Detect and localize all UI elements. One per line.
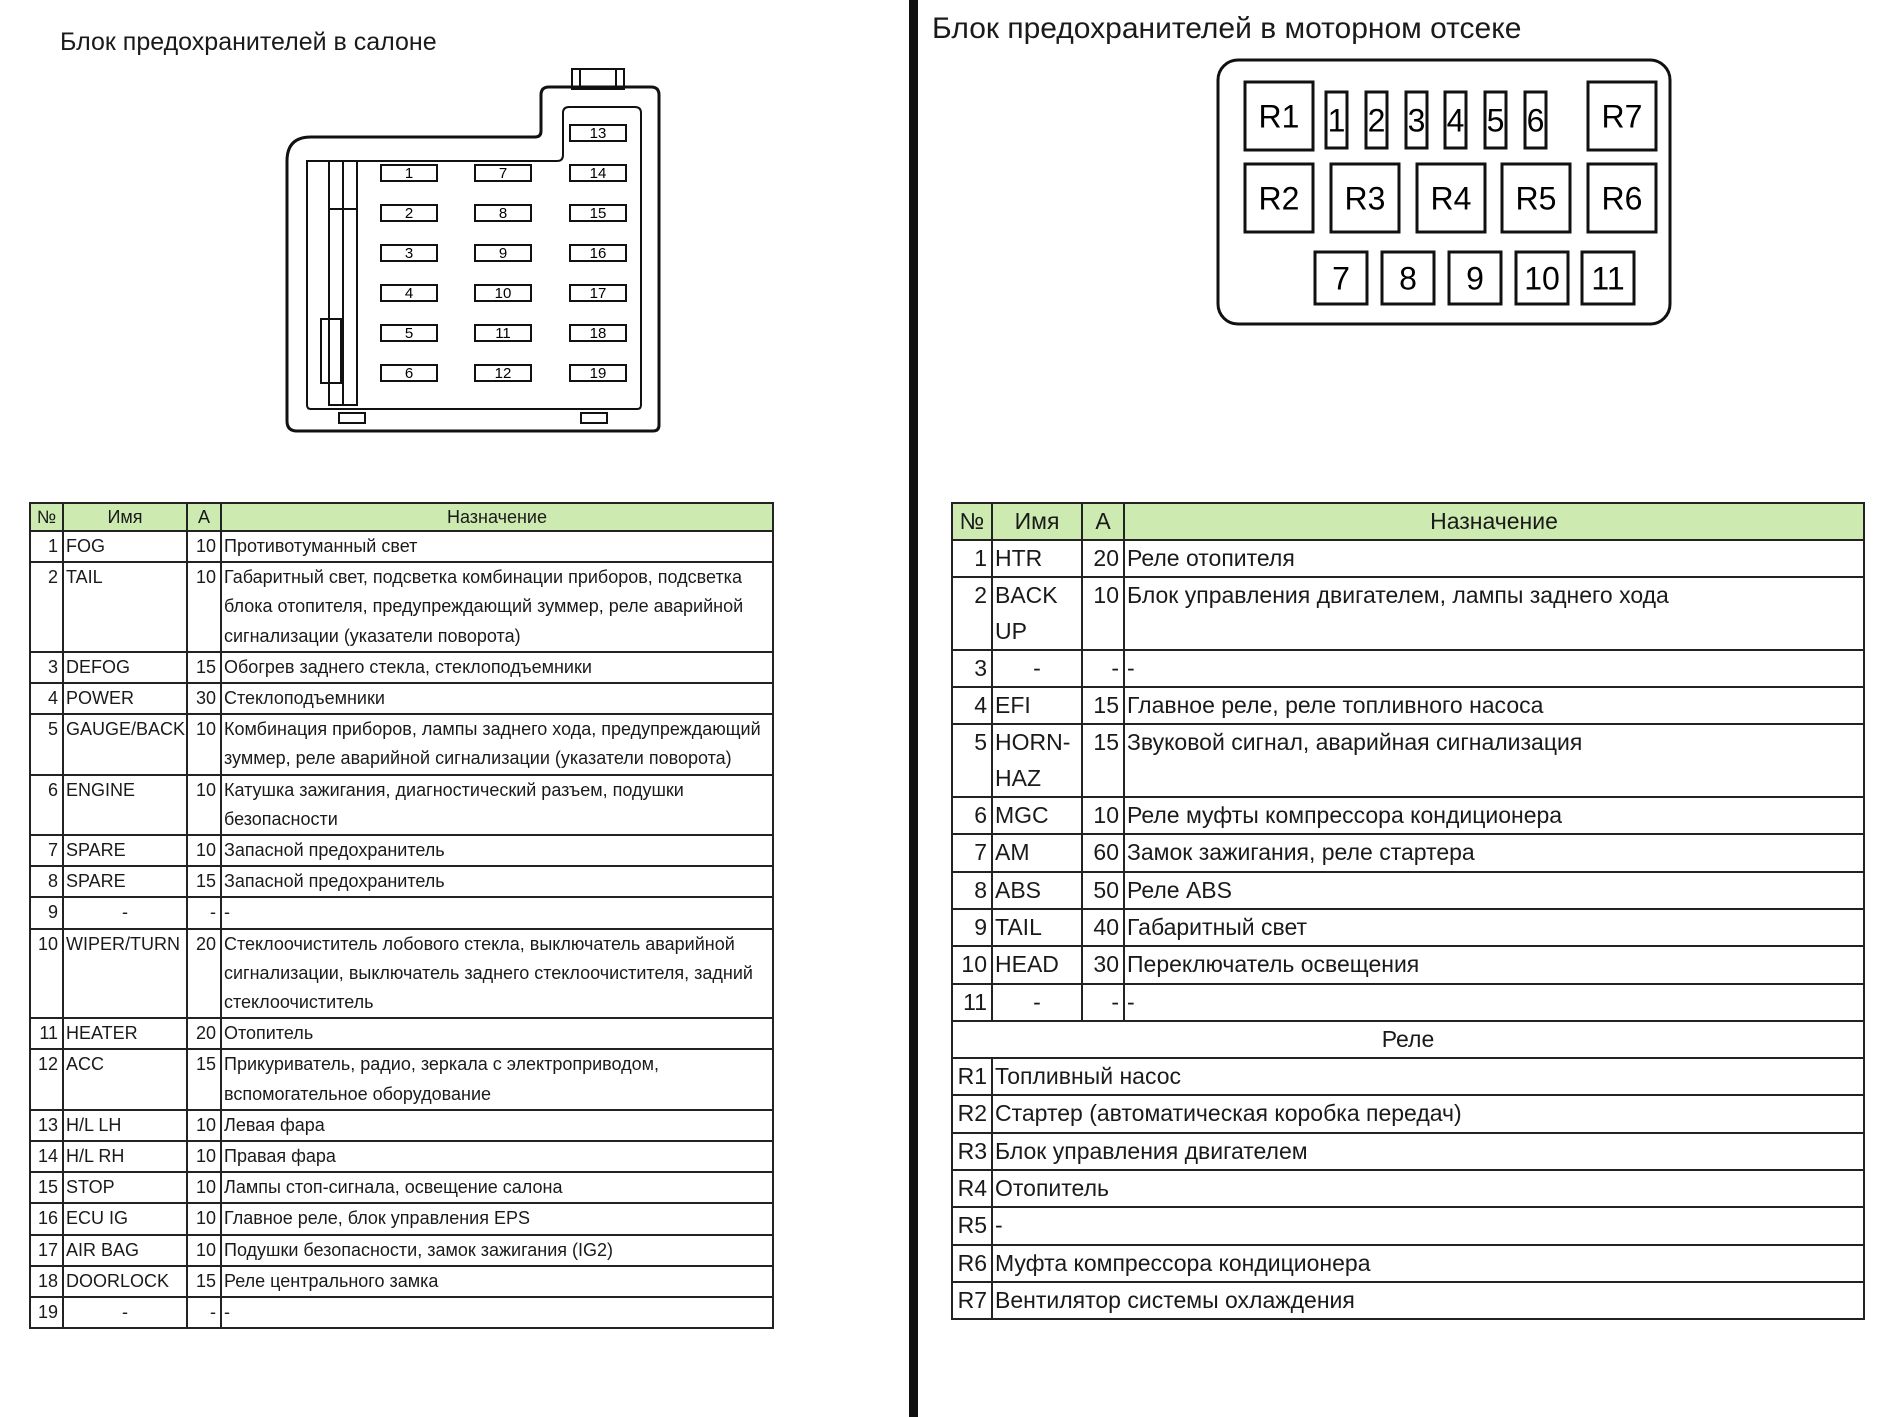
header-purpose: Назначение [1124, 503, 1864, 540]
fuse-name: - [63, 1297, 187, 1328]
fuse-number: 4 [952, 687, 992, 724]
relay-number: R3 [952, 1133, 992, 1170]
fuse-amps: - [187, 897, 221, 928]
fuse-purpose: Габаритный свет, подсветка комбинации приборов, подсветка блока отопителя, предупреждающий зуммер, реле аварийной сигнализации (указатели поворота) [221, 562, 773, 652]
fuse-name: TAIL [63, 562, 187, 652]
table-row [952, 909, 1864, 946]
table-row [952, 650, 1864, 687]
fuse-amps: 10 [1082, 797, 1124, 834]
fuse-purpose: Стеклоподъемники [221, 683, 773, 714]
fuse-number: 3 [30, 652, 63, 683]
fuse-amps: 10 [187, 1110, 221, 1141]
engine-relay-slot: R5 [1515, 180, 1557, 217]
fuse-purpose: - [1124, 650, 1864, 687]
fuse-purpose: Переключатель освещения [1124, 946, 1864, 983]
table-row [952, 724, 1864, 797]
table-row [30, 1297, 773, 1328]
relay-purpose: Отопитель [992, 1170, 1864, 1207]
engine-fuse-slot: 7 [1332, 260, 1350, 297]
engine-relay-slot: R1 [1258, 98, 1300, 135]
table-row [30, 1203, 773, 1234]
cabin-fuse-slot: 1 [404, 165, 414, 182]
fuse-number: 7 [952, 834, 992, 871]
engine-fuse-slot: 2 [1367, 102, 1386, 139]
relay-number: R4 [952, 1170, 992, 1207]
fuse-name: SPARE [63, 866, 187, 897]
fuse-purpose: Звуковой сигнал, аварийная сигнализация [1124, 724, 1864, 797]
fuse-amps: 15 [187, 1266, 221, 1297]
table-row [30, 1141, 773, 1172]
cabin-fuse-slot: 19 [589, 365, 607, 382]
fuse-amps: 15 [187, 1049, 221, 1109]
table-row [30, 531, 773, 562]
fuse-name: ENGINE [63, 775, 187, 835]
relay-purpose: Стартер (автоматическая коробка передач) [992, 1095, 1864, 1132]
fuse-amps: 15 [1082, 724, 1124, 797]
table-row [952, 946, 1864, 983]
fuse-name: WIPER/TURN [63, 929, 187, 1019]
fuse-number: 13 [30, 1110, 63, 1141]
fuse-name: H/L RH [63, 1141, 187, 1172]
engine-relay-slot: R4 [1430, 180, 1472, 217]
fuse-number: 5 [30, 714, 63, 774]
fuse-purpose: Стеклоочиститель лобового стекла, выключатель аварийной сигнализации, выключатель заднего стеклоочистителя, задний стеклоочиститель [221, 929, 773, 1019]
cabin-fuse-slot: 9 [498, 245, 508, 262]
fuse-amps: 40 [1082, 909, 1124, 946]
engine-fuse-slot: 9 [1466, 260, 1484, 297]
header-amps: А [187, 503, 221, 531]
relay-row [952, 1207, 1864, 1244]
header-purpose: Назначение [221, 503, 773, 531]
fuse-purpose: Комбинация приборов, лампы заднего хода, предупреждающий зуммер, реле аварийной сигнализации (указатели поворота) [221, 714, 773, 774]
relay-row [952, 1282, 1864, 1319]
fuse-purpose: Габаритный свет [1124, 909, 1864, 946]
fuse-number: 10 [952, 946, 992, 983]
table-header-row [952, 503, 1864, 540]
relay-number: R7 [952, 1282, 992, 1319]
fuse-purpose: Реле центрального замка [221, 1266, 773, 1297]
engine-fuse-slot: 6 [1526, 102, 1545, 139]
fuse-name: AM [992, 834, 1082, 871]
table-row [30, 1018, 773, 1049]
relay-purpose: Вентилятор системы охлаждения [992, 1282, 1864, 1319]
table-row [30, 1172, 773, 1203]
engine-relay-slot: R2 [1258, 180, 1300, 217]
engine-relay-slot: R7 [1601, 98, 1643, 135]
fuse-name: HTR [992, 540, 1082, 577]
fuse-name: H/L LH [63, 1110, 187, 1141]
table-row [952, 834, 1864, 871]
fuse-name: BACK UP [992, 577, 1082, 650]
fuse-amps: - [1082, 984, 1124, 1021]
fuse-number: 2 [952, 577, 992, 650]
table-row [30, 562, 773, 652]
engine-fuse-slot: 5 [1486, 102, 1505, 139]
relay-purpose: Муфта компрессора кондиционера [992, 1245, 1864, 1282]
fuse-number: 11 [952, 984, 992, 1021]
fuse-amps: 50 [1082, 872, 1124, 909]
fuse-name: HEATER [63, 1018, 187, 1049]
fuse-amps: 15 [187, 866, 221, 897]
fuse-purpose: Правая фара [221, 1141, 773, 1172]
fuse-number: 7 [30, 835, 63, 866]
fuse-amps: 10 [1082, 577, 1124, 650]
fuse-name: TAIL [992, 909, 1082, 946]
fuse-name: EFI [992, 687, 1082, 724]
engine-fuse-box-title: Блок предохранителей в моторном отсеке [932, 12, 1522, 45]
cabin-fuse-slot: 14 [589, 165, 607, 182]
fuse-purpose: Главное реле, реле топливного насоса [1124, 687, 1864, 724]
fuse-name: AIR BAG [63, 1235, 187, 1266]
fuse-name: HORN-HAZ [992, 724, 1082, 797]
cabin-fuse-slot: 15 [589, 205, 607, 222]
fuse-number: 10 [30, 929, 63, 1019]
cabin-fuse-slot: 17 [589, 285, 607, 302]
fuse-name: DOORLOCK [63, 1266, 187, 1297]
relay-row [952, 1245, 1864, 1282]
relay-purpose: Топливный насос [992, 1058, 1864, 1095]
table-row [30, 835, 773, 866]
table-row [952, 687, 1864, 724]
fuse-number: 1 [30, 531, 63, 562]
table-row [952, 577, 1864, 650]
relay-purpose: - [992, 1207, 1864, 1244]
header-num: № [952, 503, 992, 540]
fuse-amps: 15 [1082, 687, 1124, 724]
cabin-fuse-box-diagram [285, 65, 670, 440]
cabin-fuse-slot: 16 [589, 245, 607, 262]
table-row [30, 683, 773, 714]
fuse-number: 14 [30, 1141, 63, 1172]
fuse-number: 3 [952, 650, 992, 687]
fuse-number: 18 [30, 1266, 63, 1297]
fuse-purpose: Катушка зажигания, диагностический разъем, подушки безопасности [221, 775, 773, 835]
relay-row [952, 1170, 1864, 1207]
cabin-fuse-box-title: Блок предохранителей в салоне [60, 28, 437, 56]
engine-relay-slot: R3 [1344, 180, 1386, 217]
fuse-purpose: Реле ABS [1124, 872, 1864, 909]
table-header-row [30, 503, 773, 531]
engine-fuse-slot: 11 [1591, 260, 1625, 297]
fuse-purpose: Подушки безопасности, замок зажигания (IG2) [221, 1235, 773, 1266]
fuse-number: 1 [952, 540, 992, 577]
fuse-number: 12 [30, 1049, 63, 1109]
fuse-purpose: Реле муфты компрессора кондиционера [1124, 797, 1864, 834]
fuse-purpose: Блок управления двигателем, лампы заднего хода [1124, 577, 1864, 650]
fuse-number: 17 [30, 1235, 63, 1266]
center-divider [909, 0, 918, 1417]
fuse-name: DEFOG [63, 652, 187, 683]
cabin-fuse-slot: 2 [404, 205, 414, 222]
fuse-amps: 30 [187, 683, 221, 714]
cabin-fuse-slot: 10 [494, 285, 512, 302]
fuse-name: - [992, 984, 1082, 1021]
fuse-purpose: - [221, 897, 773, 928]
fuse-name: ABS [992, 872, 1082, 909]
fuse-amps: 10 [187, 562, 221, 652]
fuse-name: POWER [63, 683, 187, 714]
fuse-amps: 10 [187, 1141, 221, 1172]
engine-fuse-slot: 10 [1524, 260, 1560, 297]
table-row [30, 1235, 773, 1266]
table-row [952, 797, 1864, 834]
fuse-name: SPARE [63, 835, 187, 866]
relay-row [952, 1095, 1864, 1132]
table-row [30, 866, 773, 897]
fuse-number: 9 [30, 897, 63, 928]
fuse-number: 2 [30, 562, 63, 652]
relay-row [952, 1058, 1864, 1095]
fuse-number: 5 [952, 724, 992, 797]
table-row [30, 1110, 773, 1141]
fuse-name: ACC [63, 1049, 187, 1109]
fuse-number: 6 [30, 775, 63, 835]
cabin-fuse-slot: 13 [589, 125, 607, 142]
cabin-fuse-slot: 8 [498, 205, 508, 222]
fuse-purpose: - [221, 1297, 773, 1328]
fuse-number: 4 [30, 683, 63, 714]
fuse-number: 19 [30, 1297, 63, 1328]
fuse-name: STOP [63, 1172, 187, 1203]
fuse-amps: 10 [187, 1203, 221, 1234]
fuse-number: 16 [30, 1203, 63, 1234]
cabin-fuse-slot: 18 [589, 325, 607, 342]
relay-section-header [952, 1021, 1864, 1058]
header-name: Имя [992, 503, 1082, 540]
fuse-number: 8 [952, 872, 992, 909]
fuse-purpose: Противотуманный свет [221, 531, 773, 562]
cabin-fuse-slot: 5 [404, 325, 414, 342]
fuse-amps: 60 [1082, 834, 1124, 871]
fuse-amps: - [1082, 650, 1124, 687]
table-row [30, 1266, 773, 1297]
table-row [30, 1049, 773, 1109]
engine-relay-slot: R6 [1601, 180, 1643, 217]
fuse-name: MGC [992, 797, 1082, 834]
fuse-number: 9 [952, 909, 992, 946]
cabin-fuse-slot: 11 [495, 325, 511, 342]
cabin-fuse-slot: 7 [498, 165, 508, 182]
cabin-fuse-table [29, 502, 774, 1329]
relay-number: R2 [952, 1095, 992, 1132]
fuse-purpose: Лампы стоп-сигнала, освещение салона [221, 1172, 773, 1203]
fuse-purpose: Замок зажигания, реле стартера [1124, 834, 1864, 871]
relay-number: R5 [952, 1207, 992, 1244]
fuse-name: ECU IG [63, 1203, 187, 1234]
fuse-purpose: Отопитель [221, 1018, 773, 1049]
relay-row [952, 1133, 1864, 1170]
header-num: № [30, 503, 63, 531]
fuse-amps: 20 [187, 929, 221, 1019]
fuse-name: - [63, 897, 187, 928]
engine-fuse-table [951, 502, 1865, 1320]
cabin-fuse-slot: 3 [404, 245, 414, 262]
engine-fuse-slot: 1 [1327, 102, 1346, 139]
fuse-amps: 10 [187, 1235, 221, 1266]
engine-fuse-slot: 4 [1446, 102, 1465, 139]
fuse-amps: 10 [187, 714, 221, 774]
relay-purpose: Блок управления двигателем [992, 1133, 1864, 1170]
fuse-purpose: - [1124, 984, 1864, 1021]
fuse-amps: 10 [187, 1172, 221, 1203]
fuse-name: GAUGE/BACK [63, 714, 187, 774]
engine-fuse-slot: 8 [1399, 260, 1417, 297]
table-row [30, 714, 773, 774]
fuse-amps: 20 [187, 1018, 221, 1049]
fuse-purpose: Реле отопителя [1124, 540, 1864, 577]
fuse-number: 15 [30, 1172, 63, 1203]
header-name: Имя [63, 503, 187, 531]
relay-number: R6 [952, 1245, 992, 1282]
table-row [30, 652, 773, 683]
fuse-purpose: Запасной предохранитель [221, 835, 773, 866]
fuse-number: 6 [952, 797, 992, 834]
table-row [30, 775, 773, 835]
relay-header-label: Реле [952, 1021, 1864, 1058]
fuse-amps: 30 [1082, 946, 1124, 983]
engine-fuse-slot: 3 [1407, 102, 1426, 139]
fuse-purpose: Главное реле, блок управления EPS [221, 1203, 773, 1234]
table-row [952, 872, 1864, 909]
engine-fuse-box-diagram [1215, 55, 1685, 340]
header-amps: А [1082, 503, 1124, 540]
cabin-fuse-slot: 12 [494, 365, 512, 382]
relay-number: R1 [952, 1058, 992, 1095]
fuse-amps: 15 [187, 652, 221, 683]
table-row [952, 984, 1864, 1021]
fuse-amps: 10 [187, 531, 221, 562]
fuse-purpose: Обогрев заднего стекла, стеклоподъемники [221, 652, 773, 683]
fuse-amps: 10 [187, 775, 221, 835]
table-row [30, 929, 773, 1019]
fuse-amps: 20 [1082, 540, 1124, 577]
fuse-purpose: Запасной предохранитель [221, 866, 773, 897]
cabin-fuse-slot: 4 [404, 285, 414, 302]
fuse-purpose: Прикуриватель, радио, зеркала с электроприводом, вспомогательное оборудование [221, 1049, 773, 1109]
cabin-fuse-slot: 6 [404, 365, 414, 382]
fuse-name: FOG [63, 531, 187, 562]
fuse-number: 11 [30, 1018, 63, 1049]
fuse-amps: 10 [187, 835, 221, 866]
fuse-purpose: Левая фара [221, 1110, 773, 1141]
table-row [952, 540, 1864, 577]
fuse-name: HEAD [992, 946, 1082, 983]
fuse-amps: - [187, 1297, 221, 1328]
table-row [30, 897, 773, 928]
fuse-name: - [992, 650, 1082, 687]
fuse-number: 8 [30, 866, 63, 897]
